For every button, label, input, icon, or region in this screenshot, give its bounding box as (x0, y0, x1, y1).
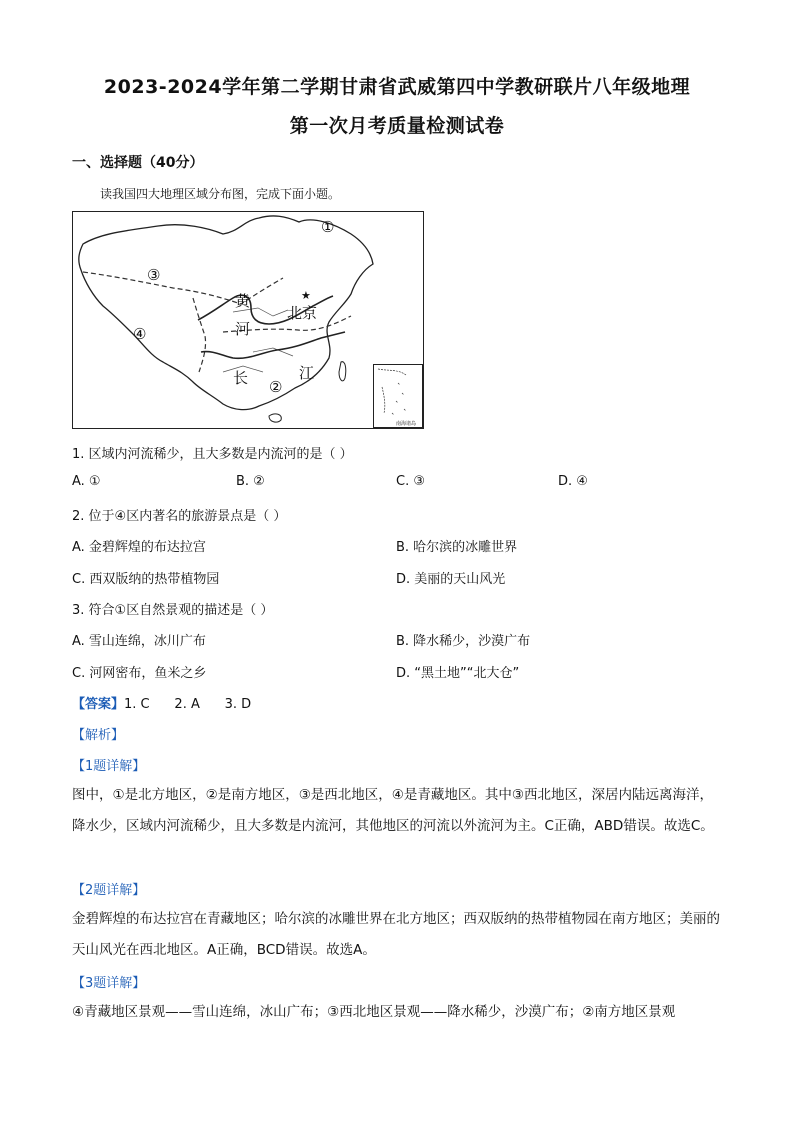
question-3-option-d: D. “黑土地”“北大仓” (396, 666, 520, 681)
detail-2-heading: 【2题详解】 (72, 883, 146, 898)
question-3-option-a: A. 雪山连绵，冰川广布 (72, 634, 206, 649)
river-label-jiang: 江 (299, 364, 315, 382)
question-1-option-a: A. ① (72, 474, 101, 489)
question-2-stem: 2. 位于④区内著名的旅游景点是（ ） (72, 509, 287, 524)
question-1-option-d: D. ④ (558, 474, 588, 489)
answer-line (72, 693, 251, 712)
boundary-qinghai-tibet (193, 298, 206, 372)
question-3-stem: 3. 符合①区自然景观的描述是（ ） (72, 603, 274, 618)
question-3-option-b: B. 降水稀少，沙漠广布 (396, 634, 531, 649)
hainan-island (269, 414, 281, 422)
beijing-star-icon: ★ (301, 289, 311, 302)
question-2-option-b: B. 哈尔滨的冰雕世界 (396, 540, 518, 555)
region-label-4: ④ (133, 325, 147, 343)
page-title-line2: 第一次月考质量检测试卷 (289, 115, 505, 137)
china-outline (79, 216, 373, 410)
detail-3-text: ④青藏地区景观——雪山连绵，冰山广布；③西北地区景观——降水稀少，沙漠广布；②南方地区景观 (72, 1004, 676, 1020)
detail-1-heading: 【1题详解】 (72, 759, 146, 774)
river-label-chang: 长 (233, 369, 249, 387)
city-label-beijing: 北京 (287, 304, 318, 322)
question-1-option-b: B. ② (236, 474, 265, 489)
boundary-northwest (83, 272, 283, 304)
question-2-option-d: D. 美丽的天山风光 (396, 572, 506, 587)
question-intro: 读我国四大地理区域分布图，完成下面小题。 (100, 187, 341, 201)
answer-tag: 【答案】 (72, 697, 125, 712)
question-1-option-c: C. ③ (396, 474, 425, 489)
river-label-he: 河 (235, 320, 251, 338)
province-lines (223, 308, 293, 372)
question-2-option-a: A. 金碧辉煌的布达拉宫 (72, 540, 206, 555)
question-2-option-c: C. 西双版纳的热带植物园 (72, 572, 220, 587)
south-china-sea-inset (373, 364, 423, 428)
section-heading: 一、选择题（40分） (72, 155, 204, 171)
analysis-tag: 【解析】 (72, 728, 125, 743)
region-label-3: ③ (147, 266, 161, 284)
detail-3-heading: 【3题详解】 (72, 976, 146, 991)
detail-1-text: 图中，①是北方地区，②是南方地区，③是西北地区，④是青藏地区。其中③西北地区，深居内陆远离海洋，降水少，区域内河流稀少，且大多数是内流河，其他地区的河流以外流河为主。C正确，ABD错误。故选C。 (72, 787, 714, 834)
region-label-1: ① (321, 218, 335, 236)
detail-2-text: 金碧辉煌的布达拉宫在青藏地区；哈尔滨的冰雕世界在北方地区；西双版纳的热带植物园在南方地区；美丽的天山风光在西北地区。A正确，BCD错误。故选A。 (72, 911, 720, 958)
question-1-stem: 1. 区域内河流稀少，且大多数是内流河的是（ ） (72, 447, 353, 462)
answer-text: 1. C 2. A 3. D (124, 697, 252, 712)
china-regions-map (72, 211, 424, 429)
region-label-2: ② (269, 378, 283, 396)
taiwan-island (339, 362, 346, 381)
inset-label: 南海诸岛 (396, 421, 417, 427)
inset-drawing (374, 365, 422, 427)
yangtze-river (201, 332, 345, 358)
question-3-option-c: C. 河网密布，鱼米之乡 (72, 666, 207, 681)
river-label-huang: 黄 (235, 292, 251, 310)
page-title-line1: 2023-2024学年第二学期甘肃省武威第四中学教研联片八年级地理 (103, 76, 691, 98)
